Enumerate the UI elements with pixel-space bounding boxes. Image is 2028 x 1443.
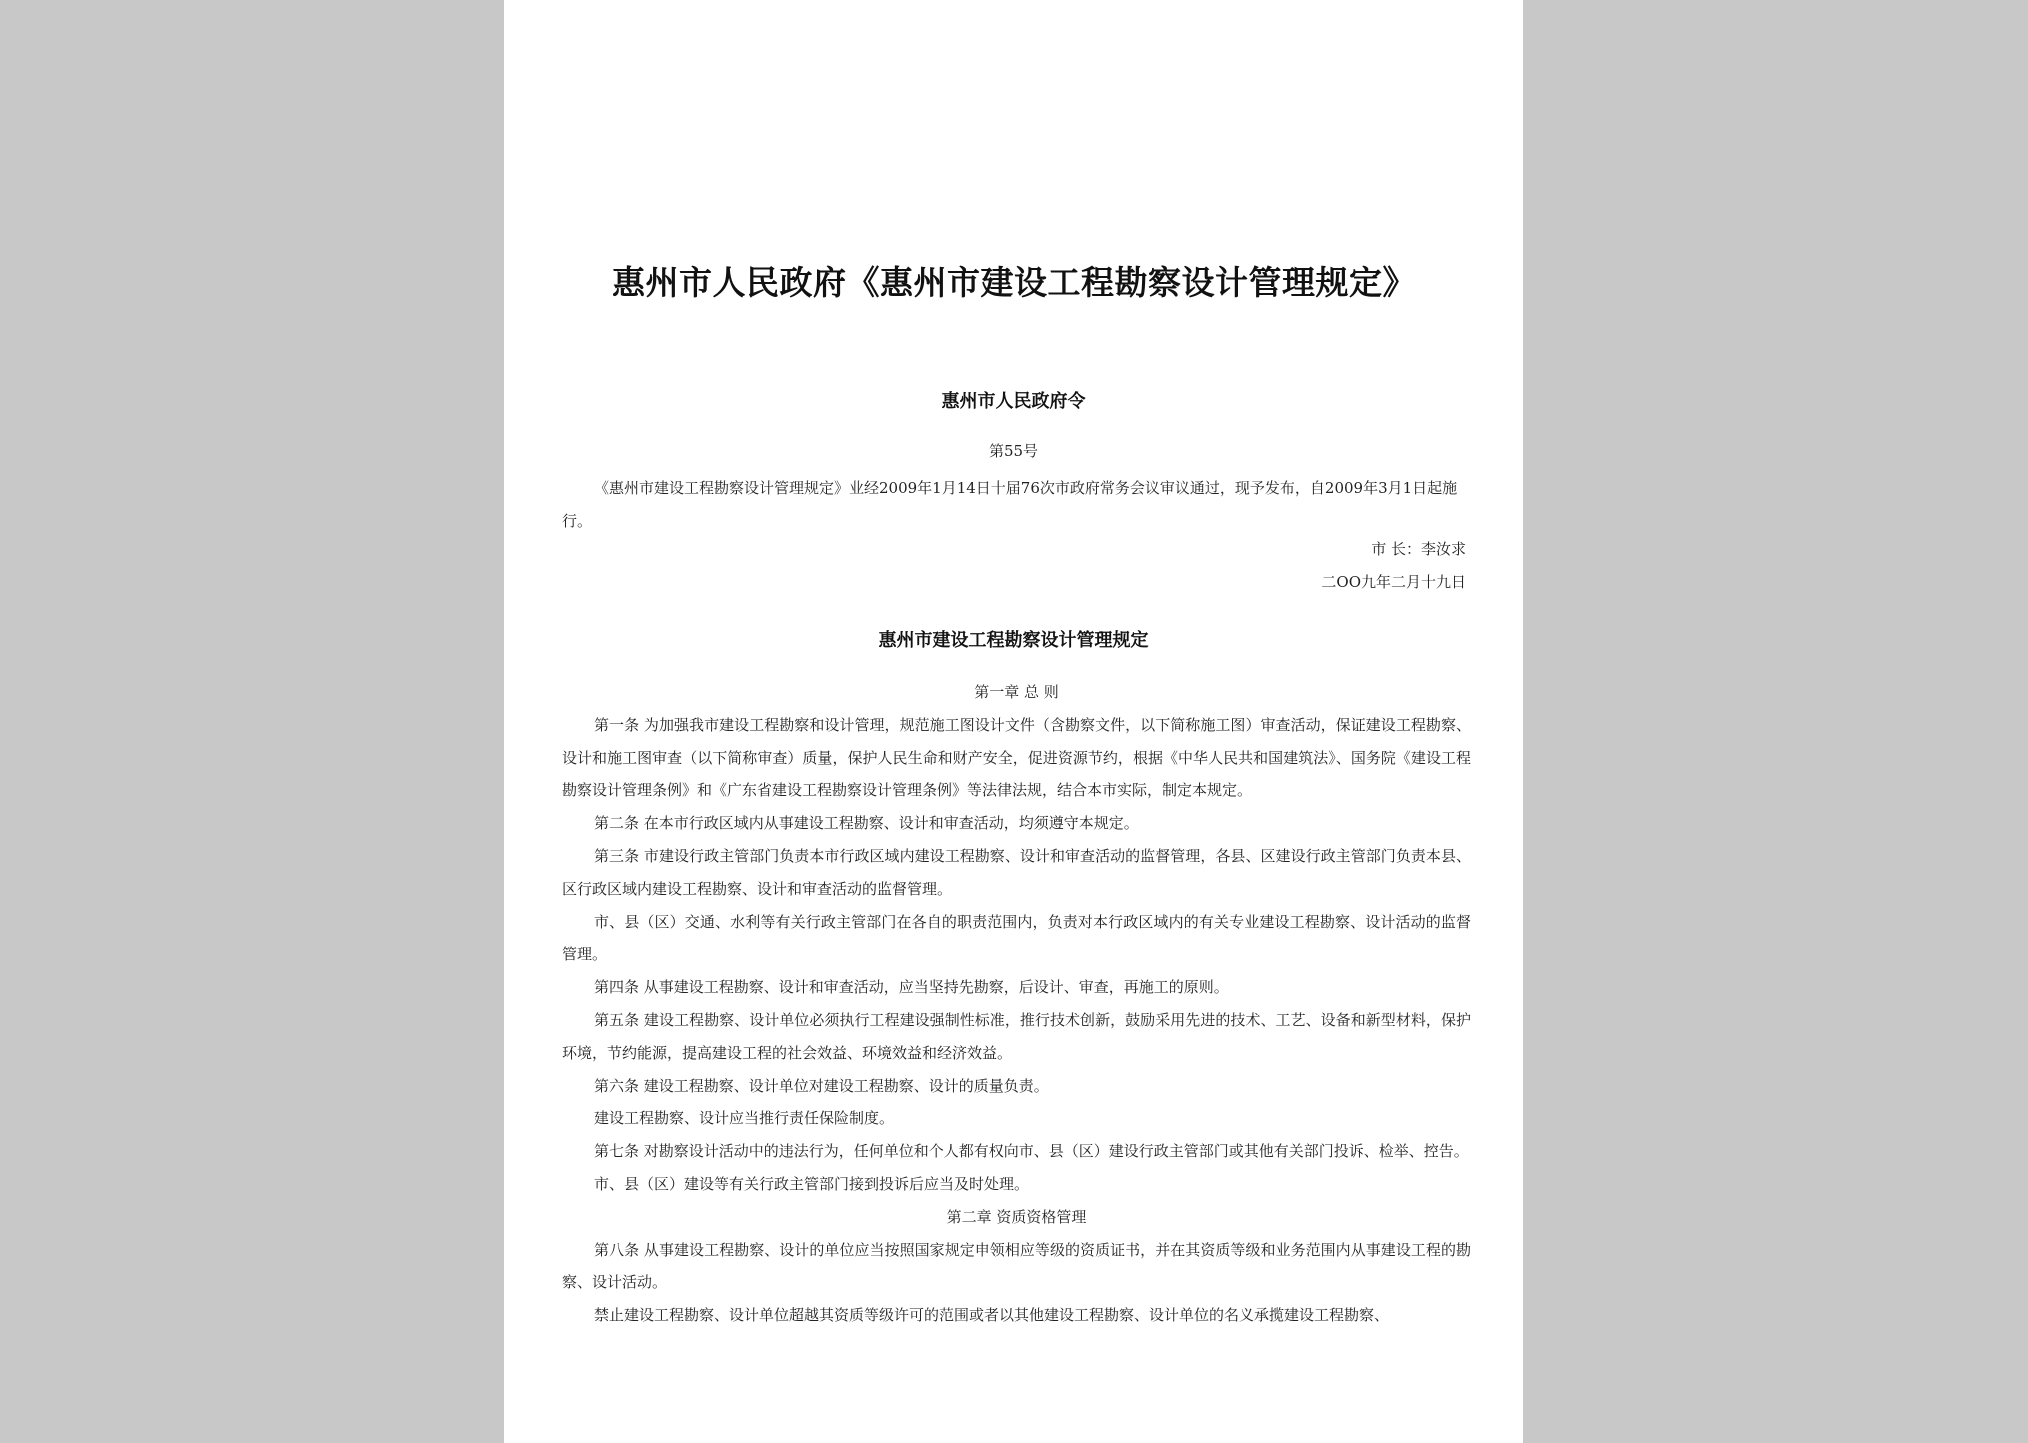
chapter-heading: 第一章 总 则 — [974, 683, 1059, 701]
article-paragraph: 市、县（区）交通、水利等有关行政主管部门在各自的职责范围内，负责对本行政区域内的有关专业建设工程勘察、设计活动的监督管理。 — [562, 912, 1471, 964]
article-paragraph: 第二条 在本市行政区域内从事建设工程勘察、设计和审查活动，均须遵守本规定。 — [594, 814, 1139, 833]
regulation-body — [562, 676, 1471, 1332]
article-paragraph: 第八条 从事建设工程勘察、设计的单位应当按照国家规定申领相应等级的资质证书，并在其资质等级和业务范围内从事建设工程的勘察、设计活动。 — [562, 1240, 1471, 1292]
regulation-title: 惠州市建设工程勘察设计管理规定 — [878, 630, 1149, 651]
document-title: 惠州市人民政府《惠州市建设工程勘察设计管理规定》 — [612, 263, 1416, 302]
promulgation-paragraph: 《惠州市建设工程勘察设计管理规定》业经2009年1月14日十届76次市政府常务会议审议通过，现予发布，自2009年3月1日起施行。 — [562, 479, 1458, 530]
article-paragraph: 禁止建设工程勘察、设计单位超越其资质等级许可的范围或者以其他建设工程勘察、设计单位的名义承揽建设工程勘察、 — [594, 1306, 1390, 1325]
order-number: 第55号 — [988, 442, 1039, 460]
article-paragraph: 建设工程勘察、设计应当推行责任保险制度。 — [594, 1109, 895, 1128]
issuer-heading: 惠州市人民政府令 — [941, 391, 1086, 412]
article-paragraph: 第六条 建设工程勘察、设计单位对建设工程勘察、设计的质量负责。 — [594, 1076, 1049, 1095]
mayor-signature: 市 长：李汝求 — [1371, 540, 1466, 558]
issue-date: 二OO九年二月十九日 — [1321, 573, 1466, 591]
article-paragraph: 市、县（区）建设等有关行政主管部门接到投诉后应当及时处理。 — [594, 1174, 1030, 1193]
article-paragraph: 第一条 为加强我市建设工程勘察和设计管理，规范施工图设计文件（含勘察文件，以下简称施工图）审查活动，保证建设工程勘察、设计和施工图审查（以下简称审查）质量，保护人民生命和财产安全，促进资源节约，根据《中华人民共和国建筑法》、国务院《建设工程勘察设计管理条例》和《广东省建设工程勘察设计管理条例》等法律法规，结合本市实际，制定本规定。 — [562, 715, 1471, 800]
document-page — [504, 0, 1523, 1443]
article-paragraph: 第三条 市建设行政主管部门负责本市行政区域内建设工程勘察、设计和审查活动的监督管理，各县、区建设行政主管部门负责本县、区行政区域内建设工程勘察、设计和审查活动的监督管理。 — [562, 846, 1471, 898]
article-paragraph: 第四条 从事建设工程勘察、设计和审查活动，应当坚持先勘察，后设计、审查，再施工的原则。 — [594, 978, 1229, 997]
article-paragraph: 第七条 对勘察设计活动中的违法行为，任何单位和个人都有权向市、县（区）建设行政主管部门或其他有关部门投诉、检举、控告。 — [594, 1142, 1469, 1161]
article-paragraph: 第五条 建设工程勘察、设计单位必须执行工程建设强制性标准，推行技术创新，鼓励采用先进的技术、工艺、设备和新型材料，保护环境，节约能源，提高建设工程的社会效益、环境效益和经济效益。 — [562, 1010, 1471, 1062]
chapter-heading: 第二章 资质资格管理 — [946, 1207, 1087, 1226]
